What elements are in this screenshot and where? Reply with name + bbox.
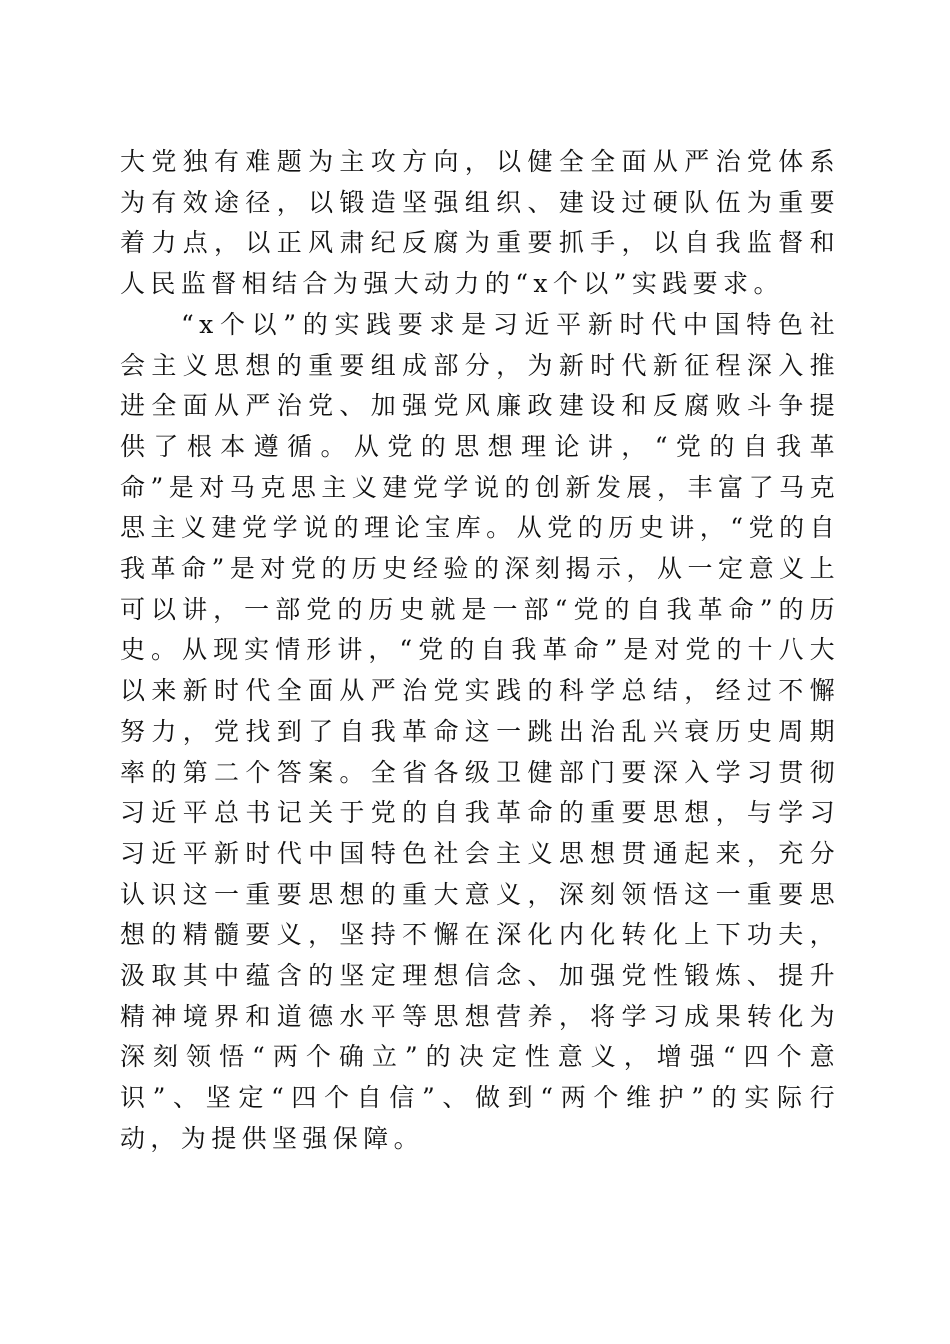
document-body — [120, 142, 840, 1160]
paragraph-2: “x个以”的实践要求是习近平新时代中国特色社会主义思想的重要组成部分，为新时代新征程深入推进全面从严治党、加强党风廉政建设和反腐败斗争提供了根本遵循。从党的思想理论讲，“党的自我革命”是对马克思主义建党学说的创新发展，丰富了马克思主义建党学说的理论宝库。从党的历史讲，“党的自我革命”是对党的历史经验的深刻揭示，从一定意义上可以讲，一部党的历史就是一部“党的自我革命”的历史。从现实情形讲，“党的自我革命”是对党的十八大以来新时代全面从严治党实践的科学总结，经过不懈努力，党找到了自我革命这一跳出治乱兴衰历史周期率的第二个答案。全省各级卫健部门要深入学习贯彻习近平总书记关于党的自我革命的重要思想，与学习习近平新时代中国特色社会主义思想贯通起来，充分认识这一重要思想的重大意义，深刻领悟这一重要思想的精髓要义，坚持不懈在深化内化转化上下功夫，汲取其中蕴含的坚定理想信念、加强党性锻炼、提升精神境界和道德水平等思想营养，将学习成果转化为深刻领悟“两个确立”的决定性意义，增强“四个意识”、坚定“四个自信”、做到“两个维护”的实际行动，为提供坚强保障。 — [120, 309, 840, 1153]
paragraph-1: 大党独有难题为主攻方向，以健全全面从严治党体系为有效途径，以锻造坚强组织、建设过硬队伍为重要着力点，以正风肃纪反腐为重要抓手，以自我监督和人民监督相结合为强大动力的“x个以”实践要求。 — [120, 147, 840, 299]
